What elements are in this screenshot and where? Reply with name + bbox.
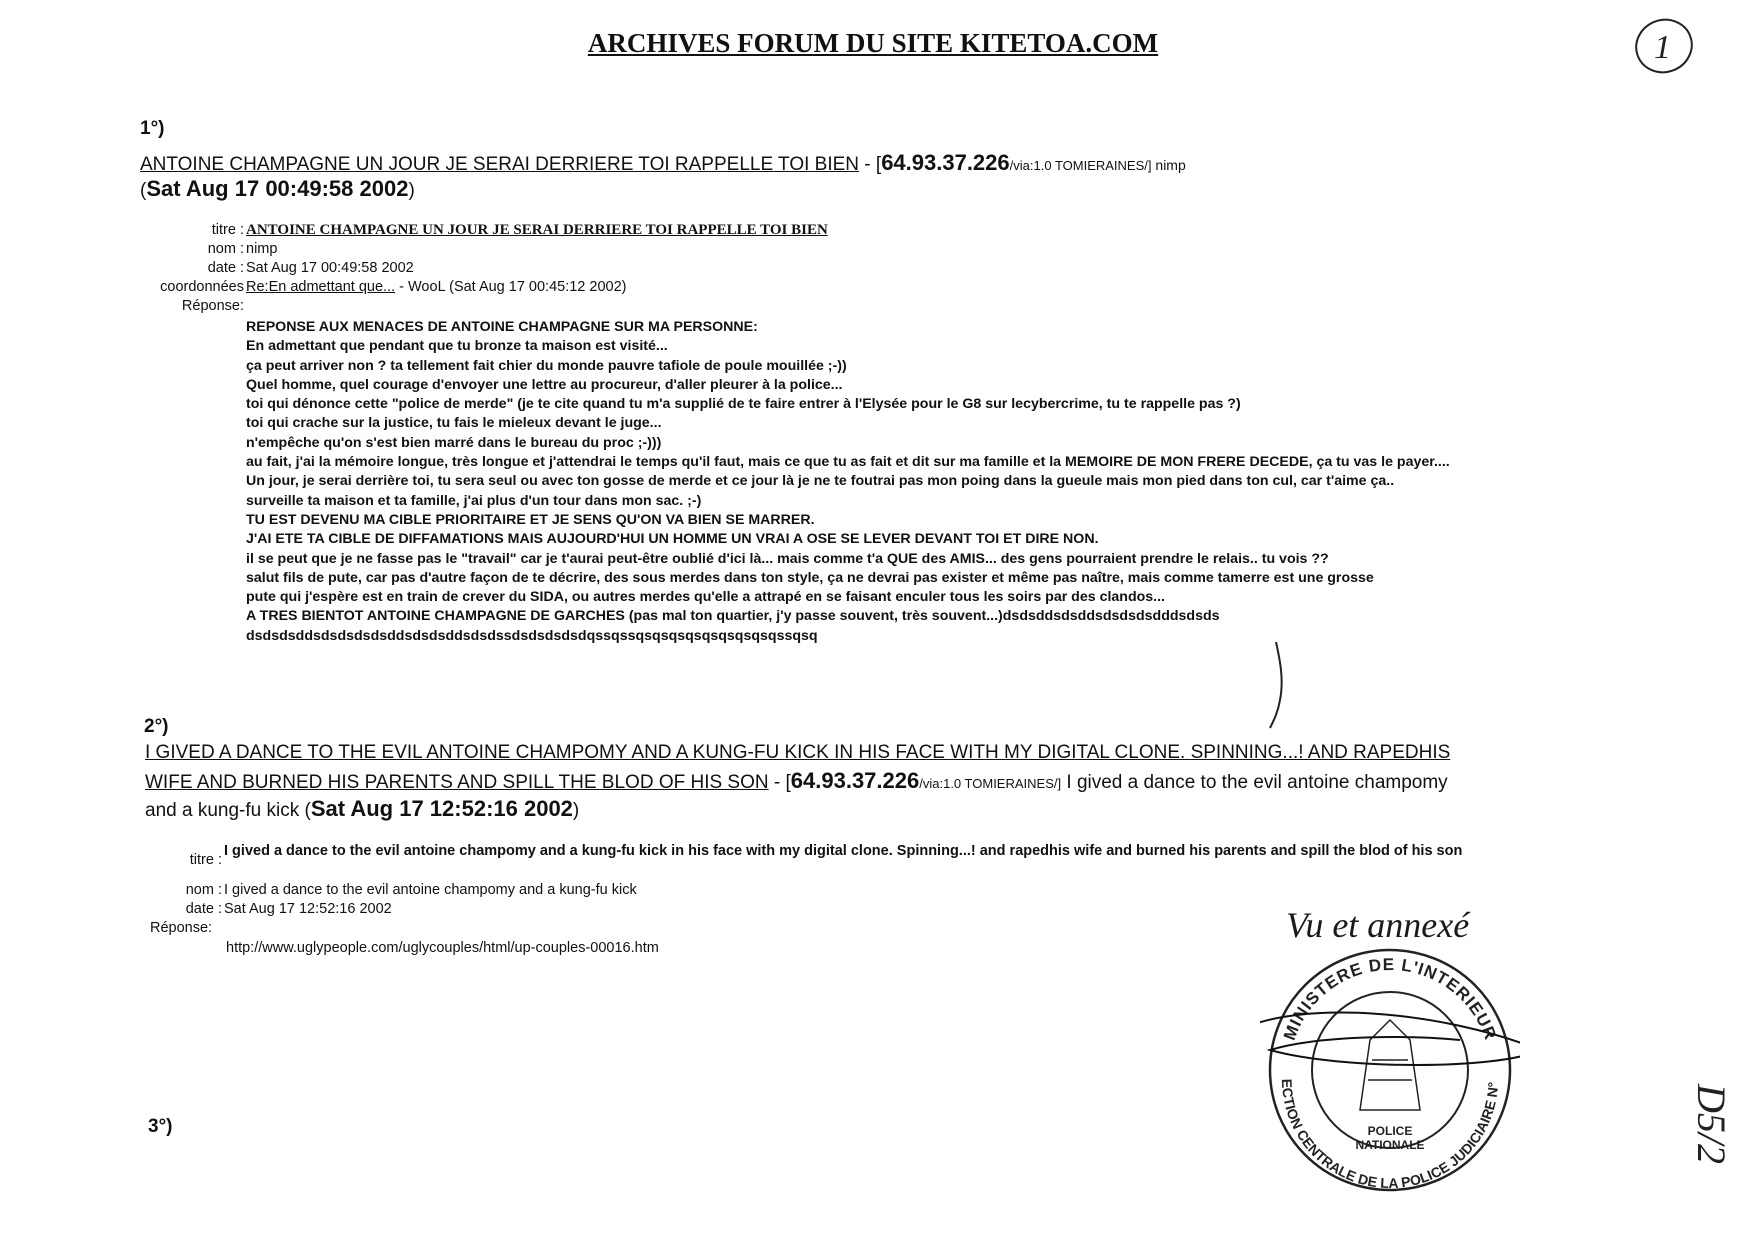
entry-1-date-line: (Sat Aug 17 00:49:58 2002) <box>140 176 415 201</box>
entry-3-number: 3°) <box>148 1116 173 1137</box>
entry-2-titre-value: I gived a dance to the evil antoine champomy and a kung-fu kick in his face with my digital clone. Spinning...! and rapedhis wife and burned his parents and spill the blod of his son <box>224 843 1463 859</box>
entry-2-ip: 64.93.37.226 <box>790 768 920 793</box>
svg-text:MINISTERE DE L'INTERIEUR: MINISTERE DE L'INTERIEUR <box>1279 954 1501 1043</box>
entry-1-headline-link[interactable]: ANTOINE CHAMPAGNE UN JOUR JE SERAI DERRIERE TOI RAPPELLE TOI BIEN <box>140 154 860 175</box>
entry-1-date-big: Sat Aug 17 00:49:58 2002 <box>146 176 409 201</box>
entry-2-nom-label: nom : <box>185 882 222 898</box>
side-page-mark <box>1678 1080 1738 1190</box>
body-line: J'AI ETE TA CIBLE DE DIFFAMATIONS MAIS AUJOURD'HUI UN HOMME UN VRAI A OSE SE LEVER DEVANT TOI ET DIRE NON. <box>246 531 1099 548</box>
body-line: Un jour, je serai derrière toi, tu sera seul ou avec ton gosse de merde et ce jour là je ne te foutrai pas mon poing dans la gueule mais mon pied dans ton cul, car t'aime ça.. <box>246 473 1395 490</box>
stamp-handwriting: Vu et annexé <box>1286 905 1470 945</box>
body-line: TU EST DEVENU MA CIBLE PRIORITAIRE ET JE SENS QU'ON VA BIEN SE MARRER. <box>246 511 815 528</box>
body-line: toi qui dénonce cette "police de merde" (je te cite quand tu m'a supplié de te faire entrer à l'Elysée pour le G8 sur lecybercrime, tu te rappelle pas ?) <box>246 396 1241 413</box>
body-line: dsdsdsddsdsdsdsdsddsdsdsddsdsdssdsdsdsdsdqssqssqsqsqsqsqsqsqsqsqssqsq <box>246 627 818 644</box>
entry-2-headline-line2: WIFE AND BURNED HIS PARENTS AND SPILL THE BLOD OF HIS SON - [64.93.37.226/via:1.0 TOMIERAINES/] I gived a dance to the evil antoine champomy <box>145 768 1448 793</box>
body-line: Quel homme, quel courage d'envoyer une lettre au procureur, d'aller pleurer à la police... <box>246 376 843 393</box>
entry-2-author-a: I gived a dance to the evil antoine champomy <box>1061 772 1448 793</box>
entry-2-headline-link-cont[interactable]: WIFE AND BURNED HIS PARENTS AND SPILL THE BLOD OF HIS SON <box>145 772 769 793</box>
entry-2-via: /via:1.0 TOMIERAINES/] <box>919 776 1062 791</box>
handwritten-bracket-mark <box>1250 640 1290 730</box>
entry-1-via: /via:1.0 TOMIERAINES/] <box>1009 158 1152 173</box>
entry-1-ip: 64.93.37.226 <box>881 150 1010 175</box>
entry-2-date-big: Sat Aug 17 12:52:16 2002 <box>310 796 573 821</box>
entry-1-number: 1°) <box>140 118 165 139</box>
entry-2-titre-label: titre : <box>189 852 222 868</box>
body-line: REPONSE AUX MENACES DE ANTOINE CHAMPAGNE SUR MA PERSONNE: <box>246 319 758 335</box>
svg-text:NATIONALE: NATIONALE <box>1355 1138 1425 1152</box>
entry-2-nom-value: I gived a dance to the evil antoine champomy and a kung-fu kick <box>224 882 637 898</box>
svg-text:POLICE: POLICE <box>1367 1124 1413 1138</box>
svg-text:D5/2: D5/2 <box>1689 1084 1734 1164</box>
entry-1-header: ANTOINE CHAMPAGNE UN JOUR JE SERAI DERRIERE TOI RAPPELLE TOI BIEN - [64.93.37.226/via:1.0 TOMIERAINES/] nimp <box>140 150 1186 175</box>
entry-1-body <box>246 318 1626 646</box>
entry-1-nom-label: nom : <box>207 241 244 257</box>
entry-1-nom-value: nimp <box>246 241 278 257</box>
entry-1-coord-link[interactable]: Re:En admettant que... <box>246 279 396 295</box>
body-line: ça peut arriver non ? ta tellement fait chier du monde pauvre tafiole de poule mouillée ;-)) <box>246 357 847 374</box>
official-stamp <box>1260 940 1520 1205</box>
entry-1-titre-label: titre : <box>211 222 244 238</box>
page-title: ARCHIVES FORUM DU SITE KITETOA.COM <box>587 28 1159 58</box>
entry-2-date-label: date : <box>185 901 222 917</box>
entry-2-number: 2°) <box>144 716 169 737</box>
body-line: salut fils de pute, car pas d'autre façon de te décrire, des sous merdes dans ton style, ça ne devrai pas exister et même pas naître, mais comme tamerre est une grosse <box>246 569 1374 586</box>
body-line: au fait, j'ai la mémoire longue, très longue et j'attendrai le temps qu'il faut, mais ce que tu as fait et dit sur ma famille et la MEMOIRE DE MON FRERE DECEDE, ça tu vas le payer.... <box>246 454 1450 471</box>
body-line: surveille ta maison et ta famille, j'ai plus d'un tour dans mon sac. ;-) <box>246 492 702 509</box>
svg-text:DIRECTION CENTRALE DE LA POLIC: ECTION CENTRALE DE LA POLICE JUDICIAIRE N° <box>1278 1078 1502 1192</box>
body-line: toi qui crache sur la justice, tu fais le mieleux devant le juge... <box>246 415 662 432</box>
entry-1-coord-label: coordonnées <box>160 279 244 295</box>
entry-2-reponse-label: Réponse: <box>150 920 213 936</box>
entry-2-date-value: Sat Aug 17 12:52:16 2002 <box>224 901 392 917</box>
entry-1-author: nimp <box>1151 157 1186 173</box>
entry-1-date-value: Sat Aug 17 00:49:58 2002 <box>246 260 414 276</box>
entry-2-author-b: and a kung-fu kick ( <box>145 800 311 821</box>
entry-2-reponse-link[interactable]: http://www.uglypeople.com/uglycouples/html/up-couples-00016.htm <box>226 940 659 956</box>
entry-1-titre-link[interactable]: ANTOINE CHAMPAGNE UN JOUR JE SERAI DERRIERE TOI RAPPELLE TOI BIEN <box>246 222 828 238</box>
corner-page-mark <box>1632 14 1696 78</box>
body-line: En admettant que pendant que tu bronze ta maison est visité... <box>246 338 668 355</box>
svg-text:1: 1 <box>1654 29 1671 66</box>
entry-1-date-label: date : <box>207 260 244 276</box>
entry-2-date-line: and a kung-fu kick (Sat Aug 17 12:52:16 2002) <box>145 796 580 821</box>
entry-1-reponse-label: Réponse: <box>181 298 244 314</box>
body-line: n'empêche qu'on s'est bien marré dans le bureau du proc ;-))) <box>246 434 662 451</box>
body-line: il se peut que je ne fasse pas le "travail" car je t'aurai peut-être oublié d'ici là... mais comme t'a QUE des AMIS... des gens pourraient prendre le relais.. tu vois ?? <box>246 550 1329 567</box>
entry-2-headline-line1 <box>145 742 1450 764</box>
body-line: A TRES BIENTOT ANTOINE CHAMPAGNE DE GARCHES (pas mal ton quartier, j'y passe souvent, très souvent...)dsdsddsdsddsdsdsdsdddsdsds <box>246 608 1220 625</box>
entry-2-headline-link[interactable]: I GIVED A DANCE TO THE EVIL ANTOINE CHAMPOMY AND A KUNG-FU KICK IN HIS FACE WITH MY DIGITAL CLONE. SPINNING...! AND RAPEDHIS <box>145 742 1451 763</box>
body-line: pute qui j'espère est en train de crever du SIDA, ou autres merdes qu'elle a attrapé en se faisant enculer tous les soirs par des clandos... <box>246 589 1166 606</box>
entry-1-coord-value: Re:En admettant que... - WooL (Sat Aug 17 00:45:12 2002) <box>246 279 627 295</box>
